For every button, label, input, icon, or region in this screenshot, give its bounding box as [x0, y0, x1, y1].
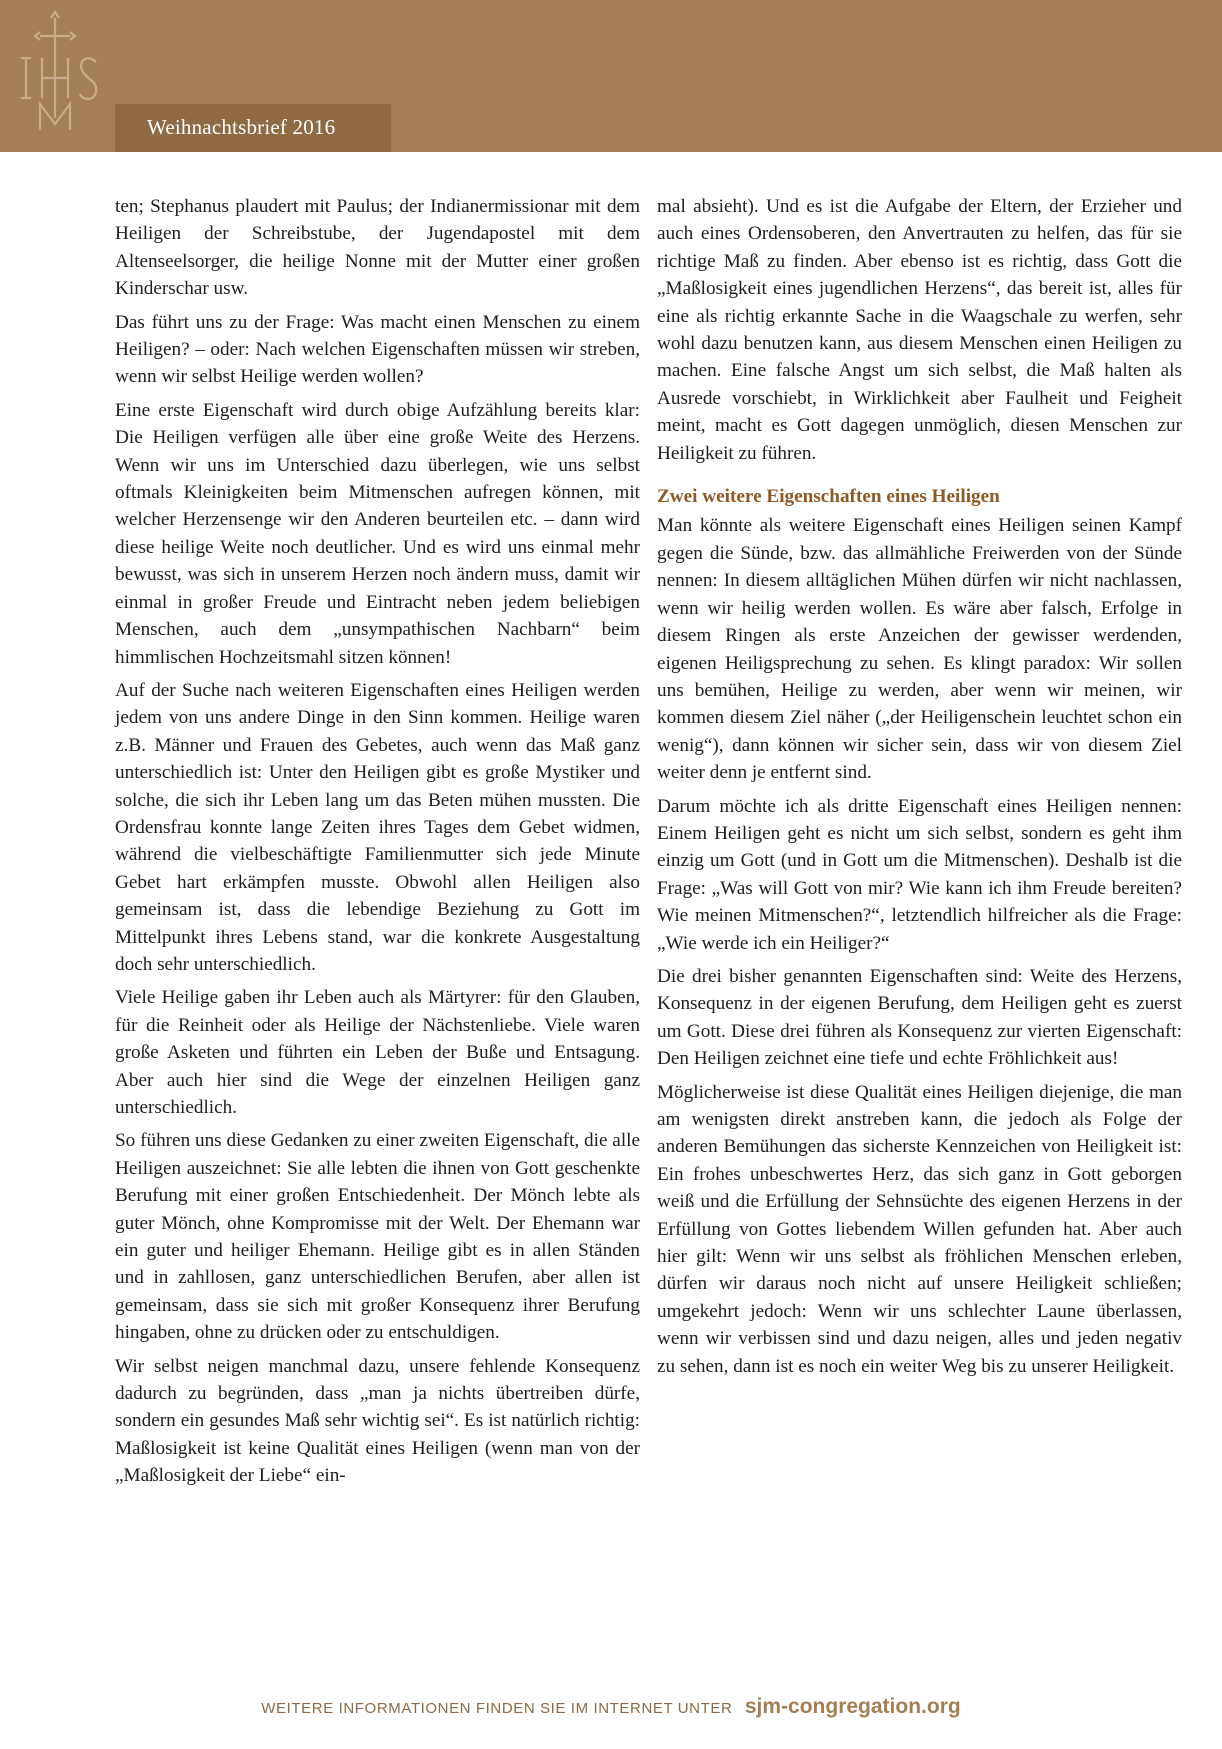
paragraph: Die drei bisher genannten Eigenschaften sind: Weite des Herzens, Konsequenz in der eigenen Berufung, dem Heiligen geht es zuerst um Gott. Diese drei führen als Konsequenz zur vierten Eigenschaft: Den Heiligen zeichnet eine tiefe und echte Fröhlichkeit aus!	[657, 965, 1182, 1070]
section-heading: Zwei weitere Eigenschaften eines Heiligen	[657, 486, 1000, 508]
page-footer	[0, 1695, 1222, 1719]
paragraph: So führen uns diese Gedanken zu einer zweiten Eigenschaft, die alle Heiligen auszeichnet: Sie alle lebten die ihnen von Gott geschenkte Berufung mit einer großen Entschiedenheit. Der Mönch lebte als guter Mönch, ohne Kompromisse mit der Welt. Der Ehemann war ein guter und heiliger Ehemann. Heilige gibt es in allen Ständen und in zahllosen, ganz unterschiedlichen Berufen, aber allen ist gemeinsam, dass sie sich mit großer Konsequenz ihrer Berufung hingaben, ohne zu drücken oder zu entschuldigen.	[115, 1130, 640, 1344]
header-title-tab	[115, 104, 391, 152]
ihsm-logo-icon	[0, 0, 120, 140]
footer-text: WEITERE INFORMATIONEN FINDEN SIE IM INTERNET UNTER	[261, 1700, 733, 1717]
paragraph: mal absieht). Und es ist die Aufgabe der Eltern, der Erzieher und auch eines Ordensoberen, den Anvertrauten zu helfen, das für sie richtige Maß zu finden. Aber ebenso ist es richtig, dass Gott die „Maßlosigkeit eines jugendlichen Herzens“, das bereit ist, alles für eine als richtig erkannte Sache in die Waagschale zu werfen, sehr wohl dazu benutzen kann, aus diesem Menschen einen Heiligen zu machen. Eine falsche Angst um sich selbst, die Maß halten als Ausrede vorschiebt, in Wirklichkeit aber Faulheit und Feigheit meint, macht es Gott dagegen unmöglich, diesen Menschen zur Heiligkeit zu führen.	[657, 196, 1182, 464]
left-column	[115, 193, 640, 1496]
paragraph: Eine erste Eigenschaft wird durch obige Aufzählung bereits klar: Die Heiligen verfügen alle über eine große Weite des Herzens. Wenn wir uns im Unterschied dazu überlegen, wie uns selbst oftmals Kleinigkeiten beim Mitmenschen aufregen können, mit welcher Herzensenge wir den Anderen beurteilen etc. – dann wird diese heilige Weite noch deutlicher. Und es wird uns einmal mehr bewusst, was sich in unserem Herzen noch ändern muss, damit wir einmal in großer Freude und Eintracht neben jedem beliebigen Menschen, auch dem „unsympathischen Nachbarn“ beim himmlischen Hochzeitsmahl sitzen können!	[115, 399, 640, 668]
page-header	[0, 0, 1222, 152]
paragraph: Das führt uns zu der Frage: Was macht einen Menschen zu einem Heiligen? – oder: Nach welchen Eigenschaften müssen wir streben, wenn wir selbst Heilige werden wollen?	[115, 311, 640, 388]
paragraph: Möglicherweise ist diese Qualität eines Heiligen diejenige, die man am wenigsten direkt anstreben kann, die jedoch als Folge der anderen Bemühungen das sicherste Kennzeichen von Heiligkeit ist: Ein frohes unbeschwertes Herz, das sich ganz in Gott geborgen weiß und die Erfüllung der Sehnsüchte des eigenen Herzens in der Erfüllung von Gottes liebendem Willen gefunden hat. Aber auch hier gilt: Wenn wir uns selbst als fröhlichen Menschen erleben, dürfen wir daraus noch nicht auf unsere Heiligkeit schließen; umgekehrt jedoch: Wenn wir uns schlechter Laune überlassen, wenn wir verbissen sind und dazu neigen, alles und jeden negativ zu sehen, dann ist es noch ein weiter Weg bis zu unserer Heiligkeit.	[657, 1081, 1182, 1377]
paragraph: Man könnte als weitere Eigenschaft eines Heiligen seinen Kampf gegen die Sünde, bzw. das allmähliche Freiwerden von der Sünde nennen: In diesem alltäglichen Mühen dürfen wir nicht nachlassen, wenn wir heilig werden wollen. Es wäre aber falsch, Erfolge in diesem Ringen als erste Anzeichen der gewisser werdenden, eigenen Heiligsprechung zu sehen. Es klingt paradox: Wir sollen uns bemühen, Heilige zu werden, aber wenn wir meinen, wir kommen diesem Ziel näher („der Heiligenschein leuchtet schon ein wenig“), dann können wir sicher sein, dass wir von diesem Ziel weiter denn je entfernt sind.	[657, 515, 1182, 784]
paragraph: ten; Stephanus plaudert mit Paulus; der Indianermissionar mit dem Heiligen der Schreibstube, der Jugendapostel mit dem Altenseelsorger, die heilige Nonne mit der Mutter einer großen Kinderschar usw.	[115, 196, 640, 300]
paragraph: Wir selbst neigen manchmal dazu, unsere fehlende Konsequenz dadurch zu begründen, dass „man ja nichts übertreiben dürfe, sondern ein gesundes Maß sehr wichtig sei“. Es ist natürlich richtig: Maßlosigkeit ist keine Qualität eines Heiligen (wenn man von der „Maßlosigkeit der Liebe“ ein-	[115, 1355, 640, 1487]
right-column	[657, 193, 1182, 1386]
footer-link[interactable]: sjm-congregation.org	[744, 1695, 961, 1718]
header-title: Weihnachtsbrief 2016	[147, 115, 336, 139]
paragraph: Auf der Suche nach weiteren Eigenschaften eines Heiligen werden jedem von uns andere Dinge in den Sinn kommen. Heilige waren z.B. Männer und Frauen des Gebetes, auch wenn das Maß ganz unterschiedlich ist: Unter den Heiligen gibt es große Mystiker und solche, die sich ihr Leben lang um das Beten mühen mussten. Die Ordensfrau konnte lange Zeiten ihres Tages dem Gebet widmen, während die vielbeschäftigte Familienmutter sich jede Minute Gebet hart erkämpfen musste. Obwohl allen Heiligen also gemeinsam ist, dass die lebendige Beziehung zu Gott im Mittelpunkt ihres Lebens stand, war die konkrete Ausgestaltung doch sehr unterschiedlich.	[115, 679, 640, 975]
paragraph: Darum möchte ich als dritte Eigenschaft eines Heiligen nennen: Einem Heiligen geht es nicht um sich selbst, sondern es geht ihm einzig um Gott (und in Gott um die Mitmenschen). Deshalb ist die Frage: „Was will Gott von mir? Wie kann ich ihm Freude bereiten? Wie meinen Mitmenschen?“, letztendlich hilfreicher als die Frage: „Wie werde ich ein Heiliger?“	[657, 795, 1182, 954]
paragraph: Viele Heilige gaben ihr Leben auch als Märtyrer: für den Glauben, für die Reinheit oder als Heilige der Nächstenliebe. Viele waren große Asketen und führten ein Leben der Buße und Entsagung. Aber auch hier sind die Wege der einzelnen Heiligen ganz unterschiedlich.	[115, 987, 640, 1118]
